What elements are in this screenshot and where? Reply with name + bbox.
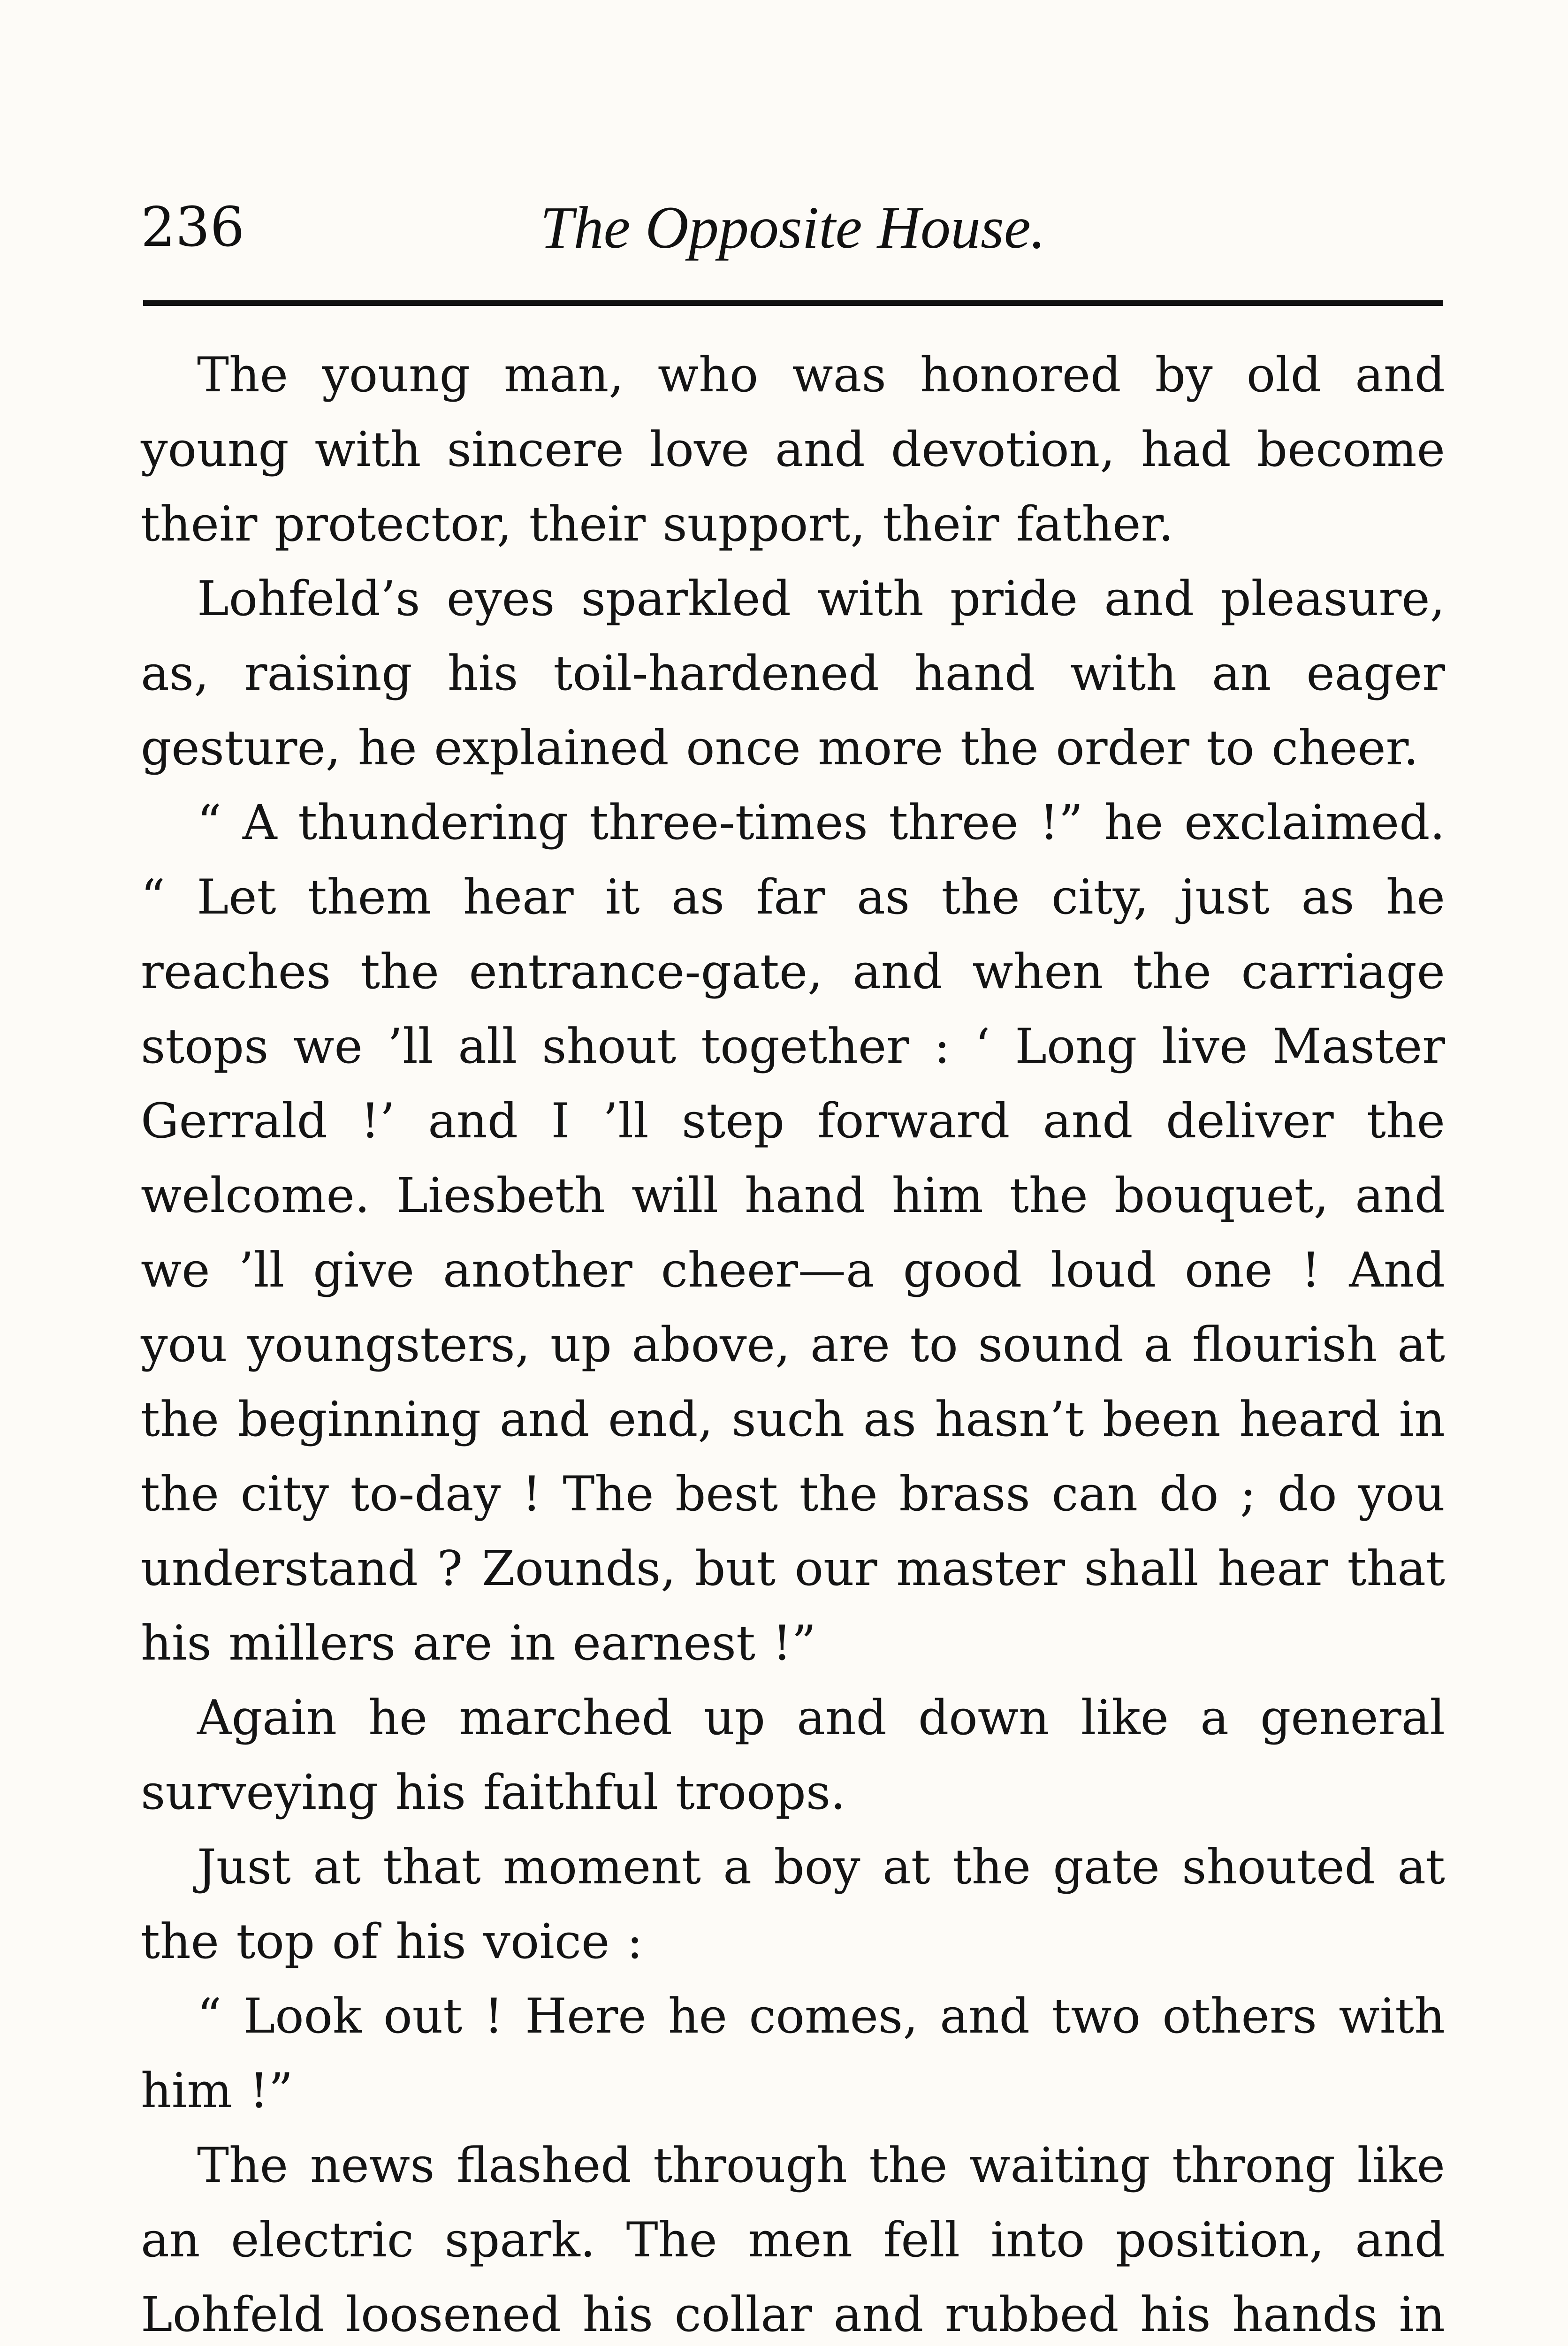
header-rule — [143, 300, 1443, 306]
page-number: 236 — [141, 196, 245, 259]
paragraph: “ A thundering three-times three !” he exclaimed. “ Let them hear it as far as the city, just as he reaches the entrance-gate, and when the carriage stops we ’ll all shout together : ‘ Long live Master Gerrald !’ and I ’ll step forward and deliver the welcome. Liesbeth will hand him the bouquet, and we ’ll give another cheer—a good loud one ! And you youngsters, up above, are to sound a flourish at the beginning and end, such as hasn’t been heard in the city to-day ! The best the brass can do ; do you understand ? Zounds, but our master shall hear that his millers are in earnest !” — [141, 795, 1445, 1671]
page-header — [141, 185, 1445, 270]
paragraph: Again he marched up and down like a general surveying his faithful troops. — [141, 1690, 1445, 1820]
paragraph: Just at that moment a boy at the gate shouted at the top of his voice : — [141, 1839, 1445, 1970]
paragraph: The news flashed through the waiting throng like an electric spark. The men fell into position, and Lohfeld loosened his collar and rubbed his hands in — [141, 2138, 1445, 2343]
paragraph: The young man, who was honored by old and young with sincere love and devotion, had become their protector, their support, their father. — [141, 347, 1445, 552]
paragraph: Lohfeld’s eyes sparkled with pride and pleasure, as, raising his toil-hardened hand with an eager gesture, he explained once more the order to cheer. — [141, 571, 1445, 776]
paragraph: “ Look out ! Here he comes, and two others with him !” — [141, 1988, 1445, 2119]
running-title: The Opposite House. — [540, 194, 1046, 261]
body-text — [141, 338, 1445, 2346]
